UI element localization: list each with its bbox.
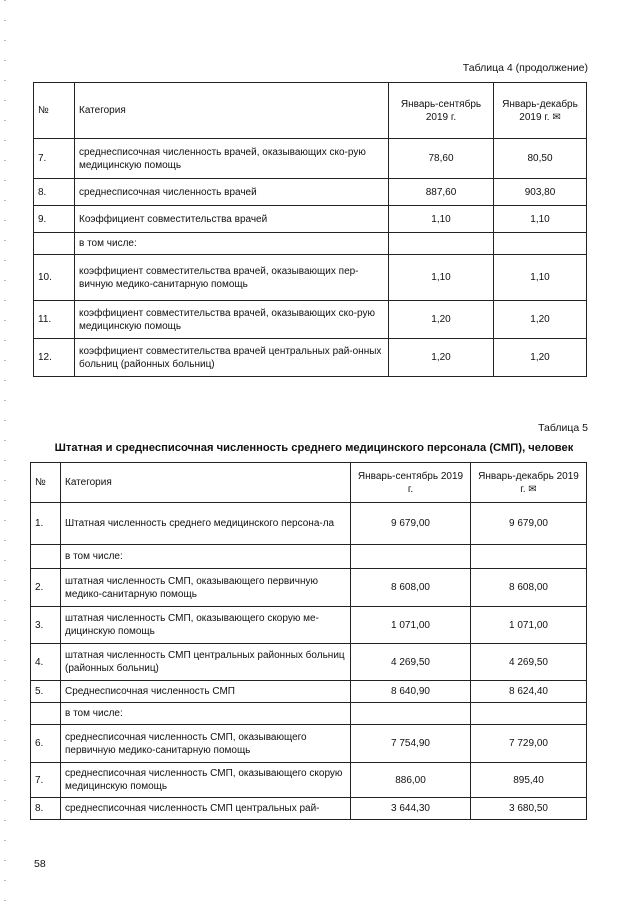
row-number: 4. — [31, 644, 61, 681]
page-number: 58 — [34, 858, 46, 870]
row-category: среднесписочная численность СМП, оказывающего скорую медицинскую помощь — [61, 763, 351, 798]
table5-header-period2: Январь-декабрь 2019 г. — [478, 470, 579, 495]
row-category: среднесписочная численность врачей — [75, 179, 389, 206]
table5 — [30, 462, 587, 820]
row-value-period1: 3 644,30 — [351, 798, 471, 820]
table4-header-period2: Январь-декабрь 2019 г. — [502, 98, 578, 123]
row-number: 2. — [31, 569, 61, 607]
table5-header-period2-cell — [471, 463, 587, 503]
row-value-period1: 886,00 — [351, 763, 471, 798]
row-number: 12. — [34, 339, 75, 377]
row-category: штатная численность СМП, оказывающего скорую ме-дицинскую помощь — [61, 607, 351, 644]
table-row — [34, 255, 587, 301]
table4-header-category: Категория — [75, 83, 389, 139]
row-value-period1: 887,60 — [389, 179, 494, 206]
row-value-period2: 1 071,00 — [471, 607, 587, 644]
table5-title: Штатная и среднесписочная численность среднего медицинского персонала (СМП), человек — [54, 442, 574, 454]
envelope-icon: ✉ — [528, 483, 537, 495]
table-row — [34, 179, 587, 206]
table-row — [31, 763, 587, 798]
table-row — [31, 644, 587, 681]
table5-caption: Таблица 5 — [538, 422, 588, 434]
row-category: среднесписочная численность СМП, оказывающего первичную медико-санитарную помощь — [61, 725, 351, 763]
row-value-period1: 78,60 — [389, 139, 494, 179]
table5-header-category: Категория — [61, 463, 351, 503]
row-value-period2: 895,40 — [471, 763, 587, 798]
row-value-period2: 1,20 — [494, 339, 587, 377]
row-value-period2: 4 269,50 — [471, 644, 587, 681]
row-value-period1: 1,10 — [389, 206, 494, 233]
row-category: в том числе: — [61, 545, 351, 569]
row-category: Среднесписочная численность СМП — [61, 681, 351, 703]
row-value-period1: 1,20 — [389, 339, 494, 377]
row-category: коэффициент совместительства врачей центральных рай-онных больниц (районных больниц) — [75, 339, 389, 377]
row-number: 7. — [34, 139, 75, 179]
row-value-period2 — [494, 233, 587, 255]
table-row — [34, 139, 587, 179]
table-row — [34, 206, 587, 233]
row-number: 8. — [31, 798, 61, 820]
row-number: 5. — [31, 681, 61, 703]
table4-caption: Таблица 4 (продолжение) — [462, 62, 588, 74]
row-number — [34, 233, 75, 255]
table-row — [31, 703, 587, 725]
row-value-period1: 1,20 — [389, 301, 494, 339]
envelope-icon: ✉ — [552, 111, 561, 123]
row-value-period1 — [351, 545, 471, 569]
table-row — [31, 798, 587, 820]
row-number: 7. — [31, 763, 61, 798]
table5-header-row — [31, 463, 587, 503]
table-row — [31, 545, 587, 569]
row-value-period1: 7 754,90 — [351, 725, 471, 763]
row-value-period2: 1,10 — [494, 255, 587, 301]
row-value-period2: 1,20 — [494, 301, 587, 339]
table-row — [34, 301, 587, 339]
table-row — [34, 339, 587, 377]
table-row — [34, 233, 587, 255]
table5-header-period1: Январь-сентябрь 2019 г. — [351, 463, 471, 503]
row-value-period1 — [351, 703, 471, 725]
table5-header-num: № — [31, 463, 61, 503]
row-value-period2: 80,50 — [494, 139, 587, 179]
row-number: 8. — [34, 179, 75, 206]
row-value-period1 — [389, 233, 494, 255]
row-number: 3. — [31, 607, 61, 644]
row-value-period2: 3 680,50 — [471, 798, 587, 820]
row-number — [31, 545, 61, 569]
row-value-period1: 8 608,00 — [351, 569, 471, 607]
row-number — [31, 703, 61, 725]
row-number: 11. — [34, 301, 75, 339]
row-category: Коэффициент совместительства врачей — [75, 206, 389, 233]
row-value-period2: 903,80 — [494, 179, 587, 206]
row-category: штатная численность СМП, оказывающего первичную медико-санитарную помощь — [61, 569, 351, 607]
row-category: в том числе: — [75, 233, 389, 255]
table-row — [31, 725, 587, 763]
table4-header-period2-cell — [494, 83, 587, 139]
row-category: в том числе: — [61, 703, 351, 725]
row-value-period2: 8 624,40 — [471, 681, 587, 703]
row-number: 10. — [34, 255, 75, 301]
row-category: среднесписочная численность СМП центральных рай- — [61, 798, 351, 820]
table4-header-num: № — [34, 83, 75, 139]
table4-header-period1: Январь-сентябрь 2019 г. — [389, 83, 494, 139]
row-value-period2 — [471, 703, 587, 725]
row-value-period2: 9 679,00 — [471, 503, 587, 545]
row-category: коэффициент совместительства врачей, оказывающих ско-рую медицинскую помощь — [75, 301, 389, 339]
row-value-period1: 9 679,00 — [351, 503, 471, 545]
row-category: штатная численность СМП центральных районных больниц (районных больниц) — [61, 644, 351, 681]
row-value-period1: 1,10 — [389, 255, 494, 301]
row-value-period2: 1,10 — [494, 206, 587, 233]
table-row — [31, 503, 587, 545]
row-value-period1: 4 269,50 — [351, 644, 471, 681]
table4-header-row — [34, 83, 587, 139]
row-category: среднесписочная численность врачей, оказывающих ско-рую медицинскую помощь — [75, 139, 389, 179]
row-number: 9. — [34, 206, 75, 233]
table4 — [33, 82, 587, 377]
row-number: 6. — [31, 725, 61, 763]
table-row — [31, 607, 587, 644]
row-value-period1: 1 071,00 — [351, 607, 471, 644]
binding-margin-dots — [4, 0, 6, 905]
row-value-period2 — [471, 545, 587, 569]
table-row — [31, 681, 587, 703]
row-category: Штатная численность среднего медицинского персона-ла — [61, 503, 351, 545]
row-value-period2: 7 729,00 — [471, 725, 587, 763]
row-category: коэффициент совместительства врачей, оказывающих пер-вичную медико-санитарную помощь — [75, 255, 389, 301]
row-value-period2: 8 608,00 — [471, 569, 587, 607]
row-number: 1. — [31, 503, 61, 545]
table-row — [31, 569, 587, 607]
row-value-period1: 8 640,90 — [351, 681, 471, 703]
